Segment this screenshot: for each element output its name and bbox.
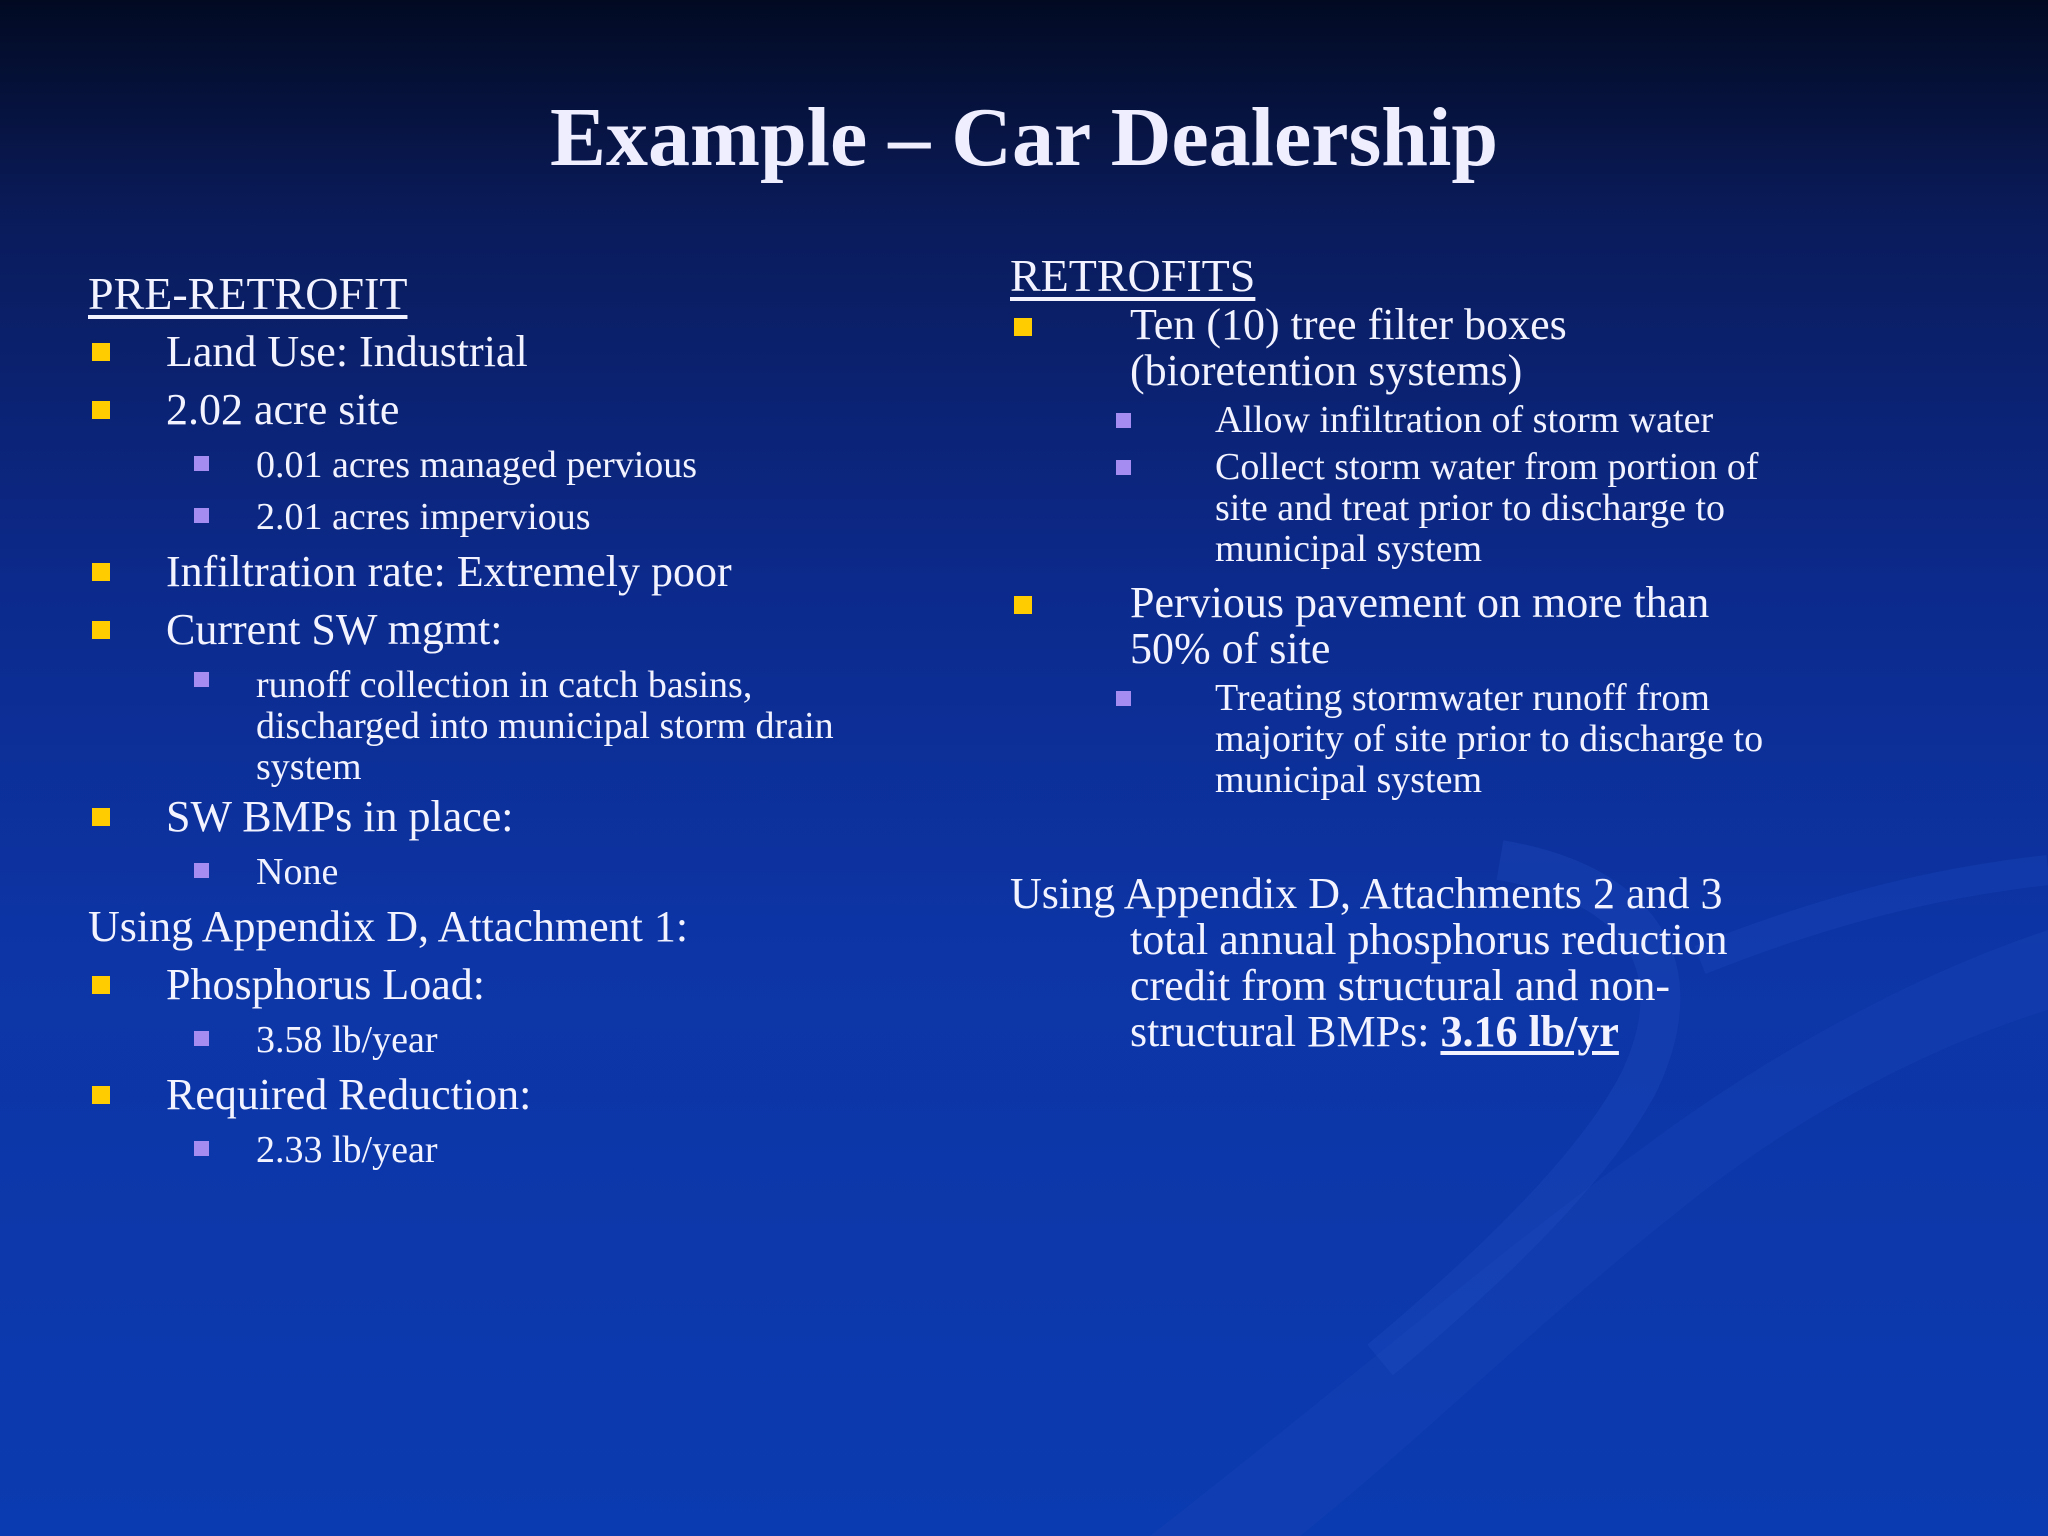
impervious-text: 2.01 acres impervious [256, 496, 591, 538]
required-reduction-value: 2.33 lb/year [256, 1129, 438, 1171]
phosphorus-load-value: 3.58 lb/year [256, 1019, 438, 1061]
list-item [88, 381, 988, 439]
square-bullet-icon [194, 1141, 209, 1156]
retrofits-heading: RETROFITS [1010, 250, 1256, 301]
list-item [88, 543, 988, 601]
slide-title: Example – Car Dealership [549, 91, 1499, 184]
square-bullet-icon [92, 343, 110, 361]
appendix-summary [1010, 871, 2010, 1055]
square-bullet-icon [92, 808, 110, 826]
pre-retrofit-heading: PRE-RETROFIT [88, 268, 408, 319]
pervious-line-2: 50% of site [1130, 624, 1331, 673]
acre-site-text: 2.02 acre site [166, 385, 400, 434]
collect-line-1: Collect storm water from portion of [1215, 446, 1759, 488]
sub-list-item [88, 491, 988, 543]
required-reduction-text: Required Reduction: [166, 1070, 532, 1119]
square-bullet-icon [194, 1031, 209, 1046]
using-line-1: Using Appendix D, Attachments 2 and 3 [1010, 869, 1723, 918]
sw-bmps-text: SW BMPs in place: [166, 792, 514, 841]
list-item [88, 788, 988, 846]
square-bullet-icon [92, 1086, 110, 1104]
phosphorus-load-text: Phosphorus Load: [166, 960, 485, 1009]
square-bullet-icon [92, 401, 110, 419]
allow-infiltration-text: Allow infiltration of storm water [1215, 399, 1714, 441]
sub-list-item [88, 1124, 988, 1176]
list-item [88, 956, 988, 1014]
sub-list-item [88, 659, 988, 788]
square-bullet-icon [1014, 318, 1032, 336]
square-bullet-icon [92, 563, 110, 581]
land-use-text: Land Use: Industrial [166, 327, 528, 376]
square-bullet-icon [194, 863, 209, 878]
square-bullet-icon [92, 976, 110, 994]
square-bullet-icon [194, 672, 209, 687]
list-item [88, 601, 988, 659]
treating-line-1: Treating stormwater runoff from [1215, 677, 1710, 719]
sub-list-item [1010, 447, 2010, 570]
pervious-line-1: Pervious pavement on more than [1130, 578, 1710, 627]
list-item [88, 1066, 988, 1124]
current-sw-text: Current SW mgmt: [166, 605, 503, 654]
collect-line-3: municipal system [1215, 528, 1483, 570]
square-bullet-icon [1116, 413, 1131, 428]
treating-line-3: municipal system [1215, 759, 1483, 801]
infiltration-text: Infiltration rate: Extremely poor [166, 547, 732, 596]
square-bullet-icon [194, 456, 209, 471]
pre-retrofit-column [88, 265, 988, 1176]
reduction-credit-value: 3.16 lb/yr [1440, 1007, 1619, 1056]
using-line-4 [1010, 1009, 2010, 1055]
square-bullet-icon [1116, 460, 1131, 475]
runoff-line-3: system [256, 746, 362, 788]
runoff-line-2: discharged into municipal storm drain [256, 705, 834, 747]
runoff-line-1: runoff collection in catch basins, [256, 664, 753, 706]
appendix-line: Using Appendix D, Attachment 1: [88, 902, 689, 951]
treating-line-2: majority of site prior to discharge to [1215, 718, 1764, 760]
square-bullet-icon [1116, 691, 1131, 706]
square-bullet-icon [1014, 596, 1032, 614]
sub-list-item [1010, 400, 2010, 441]
retrofits-column [1010, 250, 2010, 1055]
using-line-2: total annual phosphorus reduction [1130, 915, 1728, 964]
using-line-3: credit from structural and non- [1130, 961, 1671, 1010]
list-item [1010, 302, 2010, 394]
managed-pervious-text: 0.01 acres managed pervious [256, 444, 698, 486]
tree-filter-line-2: (bioretention systems) [1130, 346, 1523, 395]
list-item [88, 323, 988, 381]
none-text: None [256, 851, 339, 893]
structural-bmps-text: structural BMPs: [1130, 1007, 1441, 1056]
list-item [1010, 580, 2010, 672]
tree-filter-line-1: Ten (10) tree filter boxes [1130, 300, 1567, 349]
sub-list-item [1010, 678, 2010, 801]
sub-list-item [88, 1014, 988, 1066]
sub-list-item [88, 439, 988, 491]
collect-line-2: site and treat prior to discharge to [1215, 487, 1726, 529]
square-bullet-icon [194, 508, 209, 523]
square-bullet-icon [92, 621, 110, 639]
sub-list-item [88, 846, 988, 898]
